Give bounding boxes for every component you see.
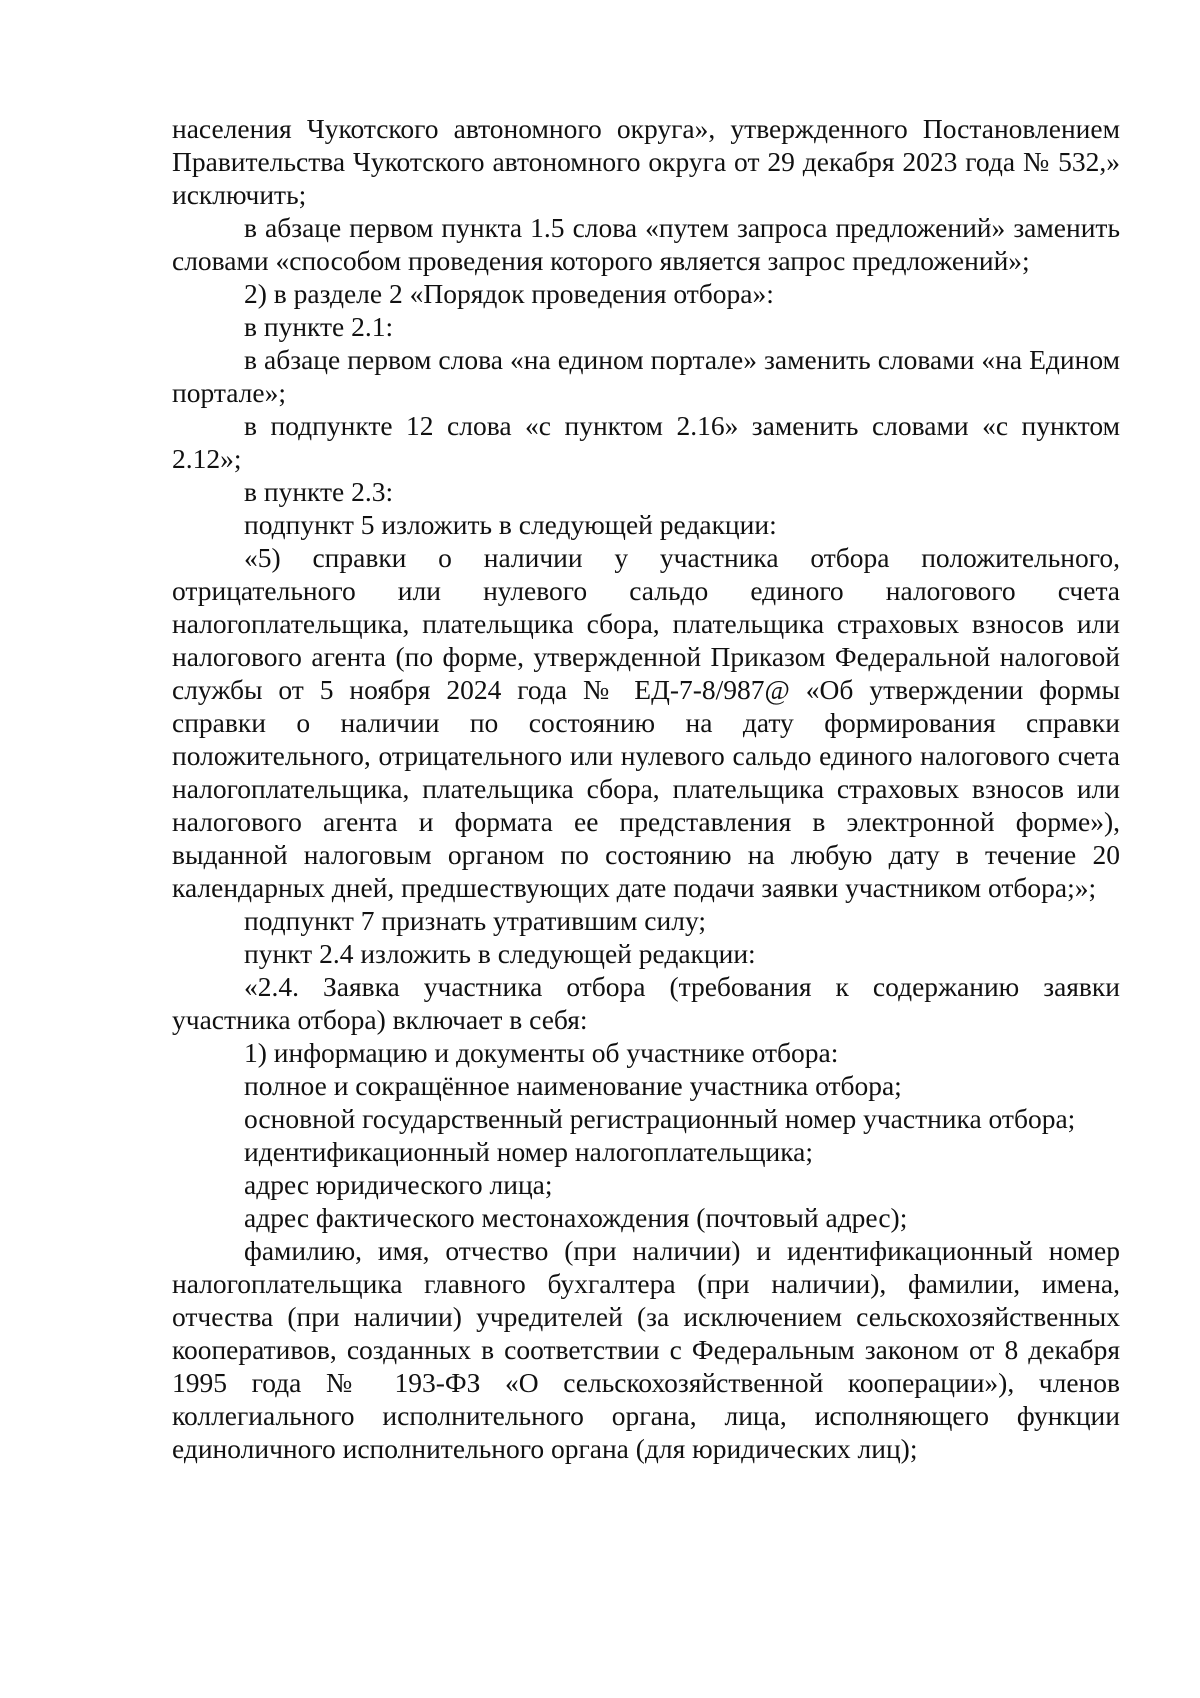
paragraph: в абзаце первом слова «на едином портале» заменить словами «на Едином портале»; [172,344,1120,408]
paragraph: «2.4. Заявка участника отбора (требования к содержанию заявки участника отбора) включает в себя: [172,971,1120,1035]
paragraph: в подпункте 12 слова «с пунктом 2.16» заменить словами «с пунктом 2.12»; [172,410,1120,474]
paragraph: пункт 2.4 изложить в следующей редакции: [244,938,756,969]
paragraph: фамилию, имя, отчество (при наличии) и идентификационный номер налогоплательщика главного бухгалтера (при наличии), фамилии, имена, отчества (при наличии) учредителей (за исключением сельскохозяйственных кооперативов, созданных в соответствии с Федеральным законом от 8 декабря 1995 года № 193-ФЗ «О сельскохозяйственной кооперации»), членов коллегиального исполнительного органа, лица, исполняющего функции единоличного исполнительного органа (для юридических лиц); [172,1235,1120,1464]
paragraph: подпункт 5 изложить в следующей редакции: [244,509,777,540]
paragraph: основной государственный регистрационный номер участника отбора; [244,1103,1076,1134]
paragraph: подпункт 7 признать утратившим силу; [244,905,706,936]
document-page [172,112,1120,1465]
paragraph: в пункте 2.3: [244,476,394,507]
paragraph: полное и сокращённое наименование участника отбора; [244,1070,902,1101]
paragraph: идентификационный номер налогоплательщика; [244,1136,814,1167]
paragraph: «5) справки о наличии у участника отбора положительного, отрицательного или нулевого сальдо единого налогового счета налогоплательщика, плательщика сбора, плательщика страховых взносов или налогового агента (по форме, утвержденной Приказом Федеральной налоговой службы от 5 ноября 2024 года № ЕД-7-8/987@ «Об утверждении формы справки о наличии по состоянию на дату формирования справки положительного, отрицательного или нулевого сальдо единого налогового счета налогоплательщика, плательщика сбора, плательщика страховых взносов или налогового агента и формата ее представления в электронной форме»), выданной налоговым органом по состоянию на любую дату в течение 20 календарных дней, предшествующих дате подачи заявки участником отбора;»; [172,542,1120,903]
paragraph-continuation: населения Чукотского автономного округа», утвержденного Постановлением Правительства Чукотского автономного округа от 29 декабря 2023 года № 532,» исключить; [172,113,1120,210]
paragraph: адрес юридического лица; [244,1169,553,1200]
paragraph: 1) информацию и документы об участнике отбора: [244,1037,839,1068]
paragraph: в пункте 2.1: [244,311,394,342]
paragraph: адрес фактического местонахождения (почтовый адрес); [244,1202,908,1233]
paragraph: в абзаце первом пункта 1.5 слова «путем запроса предложений» заменить словами «способом проведения которого является запрос предложений»; [172,212,1120,276]
paragraph: 2) в разделе 2 «Порядок проведения отбора»: [244,278,774,309]
